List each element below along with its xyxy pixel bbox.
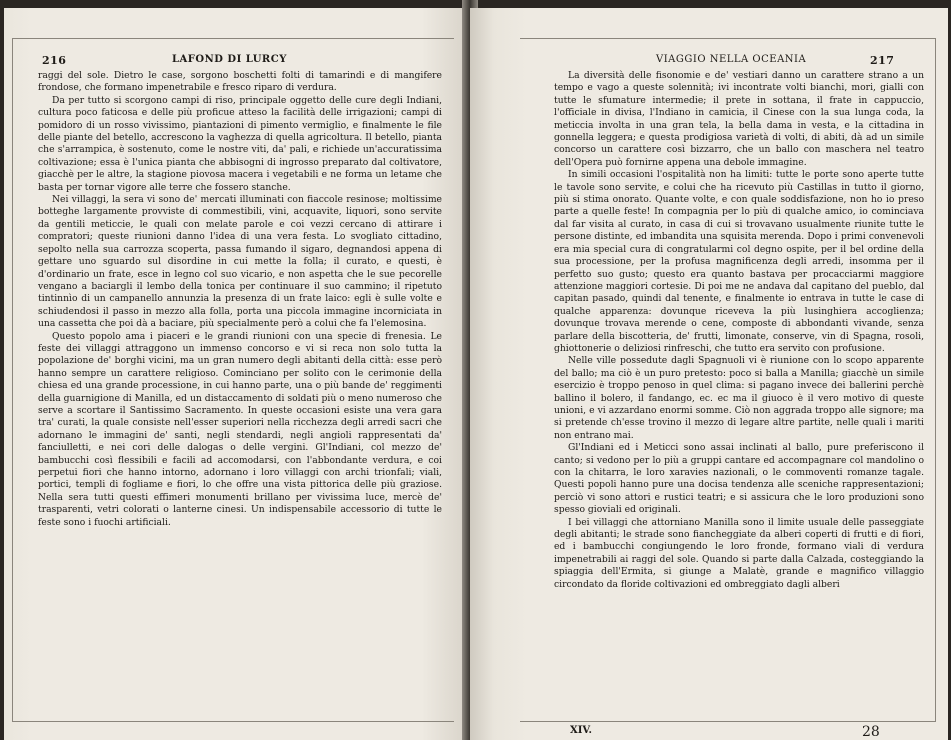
paragraph: Nei villaggi, la sera vi sono de' mercati illuminati con fiaccole resinose; moltissime botteghe largamente provviste di commestibili, vini, acquavite, liquori, sono servite da gentili meticcie, le quali con melate parole e coi vezzi cercano di attirare i compratori; queste riunioni danno l'idea di una vera festa. Lo svogliato cittadino, sepolto nella sua carrozza scoperta, passa fumando il sigaro, degnandosi appena di gettare uno sguardo sul disordine in cui mette la folla; il curato, e questi, è d'ordinario un frate, esce in legno col suo vicario, e non aspetta che le sue pecorelle vengano a baciargli il lembo della tonica per continuare il suo cammino; il ripetuto tintinnìo di un campanello annunzia la presenza di un frate laico: egli è sulle volte e schiudendosi il passo in mezzo alla folla, porta una piccola immagine incorniciata in una cassetta che poi dà a baciare, più specialmente però a colui che fa l'elemosina. bbox=[38, 194, 442, 330]
running-head: LAFOND DI LURCY bbox=[172, 54, 287, 65]
signature-mark: XIV. bbox=[570, 725, 592, 736]
body-text bbox=[38, 70, 442, 529]
body-text bbox=[554, 70, 924, 591]
paragraph: Da per tutto si scorgono campi di riso, principale oggetto delle cure degli Indiani, cultura poco faticosa e delle più proficue atteso la facilità delle irrigazioni; campi di pomidoro di un rosso vivissimo, piantazioni di pimento vermiglio, e finalmente le file delle piante del betello, accrescono la vaghezza di quella agricoltura. Il betello, pianta che s'arrampica, è sostenuto, come le nostre viti, da' pali, e richiede un'accuratissima coltivazione; essa è l'unica pianta che abbisogni di ingrosso preparato dal coltivatore, giacchè per le altre, la stagione piovosa macera i vegetabili e ne forma un letame che basta per tornar vigore alle terre che fossero stanche. bbox=[38, 94, 442, 193]
running-head: VIAGGIO NELLA OCEANIA bbox=[656, 54, 807, 65]
right-page bbox=[470, 8, 948, 740]
page-number: 216 bbox=[42, 54, 67, 67]
left-page bbox=[4, 8, 468, 740]
paragraph: Gl'Indiani ed i Meticci sono assai inclinati al ballo, pure preferiscono il canto; si vedono per lo più a gruppi cantare ed accompagnare col mandolino o con la chitarra, le loro xaravies nazionali, o le commoventi romanze tagale. Questi popoli hanno pure una docisa tendenza alle sceniche rappresentazioni; perciò vi sono attori e rustici teatri; e si assicura che le loro produzioni sono spesso gioviali ed originali. bbox=[554, 442, 924, 516]
paragraph: raggi del sole. Dietro le case, sorgono boschetti folti di tamarindi e di mangifere frondose, che formano impenetrabile e fresco riparo di verdura. bbox=[38, 70, 442, 94]
paragraph: In simili occasioni l'ospitalità non ha limiti: tutte le porte sono aperte tutte le tavole sono servite, e colui che ha ricevuto più Castillas in tutto il giorno, più si stima onorato. Quante volte, e con quale soddisfazione, non ho io preso parte a quelle feste! In compagnia per lo più di qualche amico, io cominciava dal far visita al curato, in casa di cui si trovavano usualmente riunite tutte le persone distinte, ed imbandita una squisita merenda. Dopo i primi convenevoli era mia special cura di congratularmi col degno ospite, per il bel ordine della sua processione, per la profusa magnificenza degli arredi, insomma per il perfetto suo gusto; questo era quanto bastava per procacciarmi maggiore attenzione maggiori cortesie. Di poi me ne andava dal capitano del pueblo, dal capitan pasado, quindi dal tenente, e finalmente io entrava in tutte le case di qualche apparenza: dovunque riceveva la più lusinghiera accoglienza; dovunque trovava merende o cene, composte di abbondanti vivande, senza parlare della biscotteria, de' frutti, limonate, conserve, vin di Spagna, rosoli, ghiottonerie o deliziosi rinfreschi, che tutto era servito con profusione. bbox=[554, 169, 924, 354]
signature-number: 28 bbox=[862, 724, 880, 740]
page-number: 217 bbox=[870, 54, 895, 67]
paragraph: Questo popolo ama i piaceri e le grandi riunioni con una specie di frenesia. Le feste dei villaggi attraggono un immenso concorso e vi si reca non solo tutta la popolazione de' borghi vicini, ma un gran numero degli abitanti della città: esse però hanno sempre un carattere religioso. Cominciano per solito con le cerimonie della chiesa ed una grande processione, in cui hanno parte, una o più bande de' reggimenti della guarnigione di Manilla, ed un distaccamento di soldati più o meno numeroso che serve a scortare il Santissimo Sacramento. In queste occasioni esiste una vera gara tra' curati, la quale consiste nell'esser superiori nella ricchezza degli arredi sacri che adornano le immagini de' santi, negli stendardi, negli angioli rappresentati da' fanciulletti, e nei cori delle dalogas o delle vergini. Gl'Indiani, col mezzo de' bambucchi così flessibili e facili ad accomodarsi, con l'abbondante verdura, e coi perpetui fiori che hanno intorno, adornano i loro villaggi con archi trionfali; viali, portici, templi di fogliame e fiori, lo che offre una vista pittorica delle più graziose. Nella sera tutti questi effimeri monumenti brillano per vivissima luce, mercè de' trasparenti, vetri colorati o lanterne cinesi. Un indispensabile accessorio di tutte le feste sono i fuochi artificiali. bbox=[38, 330, 442, 528]
paragraph: I bei villaggi che attorniano Manilla sono il limite usuale delle passeggiate degli abitanti; le strade sono fiancheggiate da alberi coperti di frutti e di fiori, ed i bambucchi congiungendo le loro fronde, formano viali di verdura impenetrabili ai raggi del sole. Quando si parte dalla Calzada, costeggiando la spiaggia dell'Ermita, si giunge a Malatè, grande e magnifico villaggio circondato da floride coltivazioni ed ombreggiato dagli alberi bbox=[554, 516, 924, 590]
paragraph: Nelle ville possedute dagli Spagnuoli vi è riunione con lo scopo apparente del ballo; ma ciò è un puro pretesto: poco si balla a Manilla; giacchè un simile esercizio è troppo penoso in quel clima: si pagano invece dei ballerini perchè ballino il bolero, il fandango, ec. ec ma il giuoco è il vero motivo di queste unioni, e vi azzardano enormi somme. Ciò non aggrada troppo alle signore; ma si pretende ch'esse trovino il mezzo di legare altre partite, nelle quali i mariti non entrano mai. bbox=[554, 355, 924, 441]
paragraph: La diversità delle fisonomie e de' vestiari danno un carattere strano a un tempo e vago a queste solennità; ivi incontrate volti bianchi, mori, gialli con tutte le sfumature intermedie; il prete in sottana, il frate in cappuccio, l'officiale in divisa, l'Indiano in camicia, il Cinese con la sua lunga coda, la meticcia involta in una gran tela, la bella dama in vesta, e la cittadina in gonnella leggera; e questa prodigiosa varietà di volti, di abiti, dà ad un simile concorso un carattere così bizzarro, che un ballo con maschera nel teatro dell'Opera può fornirne appena una debole immagine. bbox=[554, 70, 924, 168]
